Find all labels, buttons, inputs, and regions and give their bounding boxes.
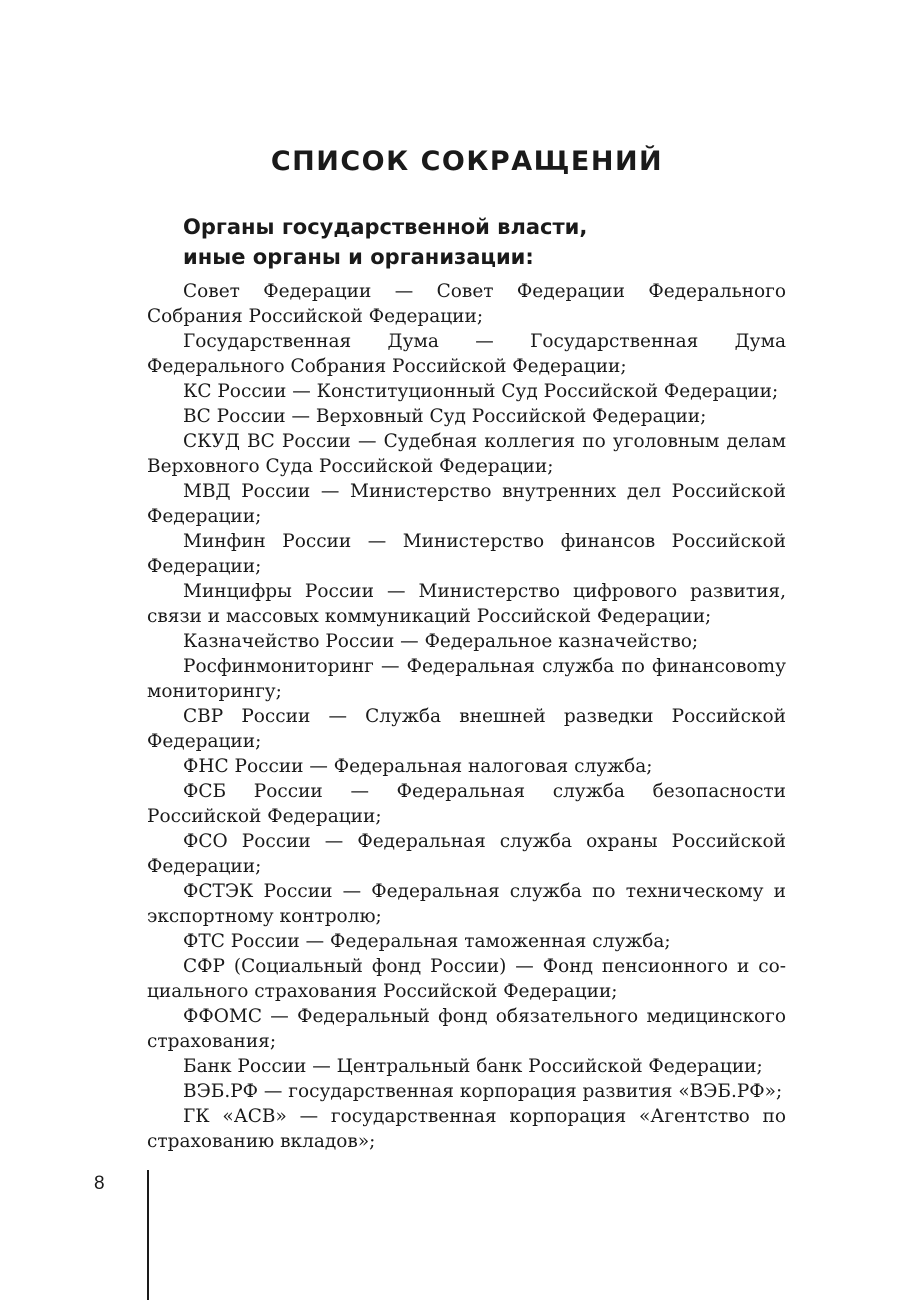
list-item: КС России — Конституционный Суд Российской Федерации; [183, 381, 779, 402]
list-item: Банк России — Центральный банк Российской Федерации; [183, 1056, 763, 1077]
list-item: Минфин России — Министерство финансов Российской Федерации; [147, 531, 786, 577]
list-item: Казначейство России — Федеральное казначейство; [183, 631, 699, 652]
list-item: Совет Федерации — Совет Федерации Федерального Собрания Российской Федерации; [147, 281, 786, 327]
list-item: СВР России — Служба внешней разведки Российской Федерации; [147, 706, 786, 752]
list-item: ГК «АСВ» — государственная корпорация «Агентство по страхованию вкладов»; [147, 1106, 786, 1152]
page-number: 8 [94, 1173, 105, 1194]
list-item: ФСБ России — Федеральная служба безопасности Российской Федерации; [147, 781, 786, 827]
list-item: Государственная Дума — Государственная Дума Федерального Собрания Российской Федерации; [147, 331, 786, 377]
list-item: СФР (Социальный фонд России) — Фонд пенсионного и социального страхования Российской Федерации; [147, 956, 786, 1002]
list-item: СКУД ВС России — Судебная коллегия по уголовным делам Верховного Суда Российской Федерации; [147, 431, 786, 477]
section-heading [183, 212, 743, 272]
list-item: ВЭБ.РФ — государственная корпорация развития «ВЭБ.РФ»; [183, 1081, 783, 1102]
list-item: ФНС России — Федеральная налоговая служба; [183, 756, 653, 777]
list-item: ВС России — Верховный Суд Российской Федерации; [183, 406, 707, 427]
list-item: Минцифры России — Министерство цифрового развития, связи и массовых коммуникаций Российской Федерации; [147, 581, 786, 627]
section-heading-line-1: Органы государственной власти, [183, 215, 588, 239]
abbreviation-list [147, 279, 786, 1154]
page-title: СПИСОК СОКРАЩЕНИЙ [270, 146, 664, 177]
list-item: ФСТЭК России — Федеральная служба по техническому и экспортному контролю; [147, 881, 786, 927]
list-item: Росфинмониторинг — Федеральная служба по финансовоmу мониторингу; [147, 656, 786, 702]
list-item: ФТС России — Федеральная таможенная служба; [183, 931, 671, 952]
section-heading-line-2: иные органы и организации: [183, 245, 534, 269]
list-item: ФФОМС — Федеральный фонд обязательного медицинского страхования; [147, 1006, 786, 1052]
footer-rule [147, 1170, 149, 1300]
list-item: ФСО России — Федеральная служба охраны Российской Федерации; [147, 831, 786, 877]
list-item: МВД России — Министерство внутренних дел Российской Федерации; [147, 481, 786, 527]
